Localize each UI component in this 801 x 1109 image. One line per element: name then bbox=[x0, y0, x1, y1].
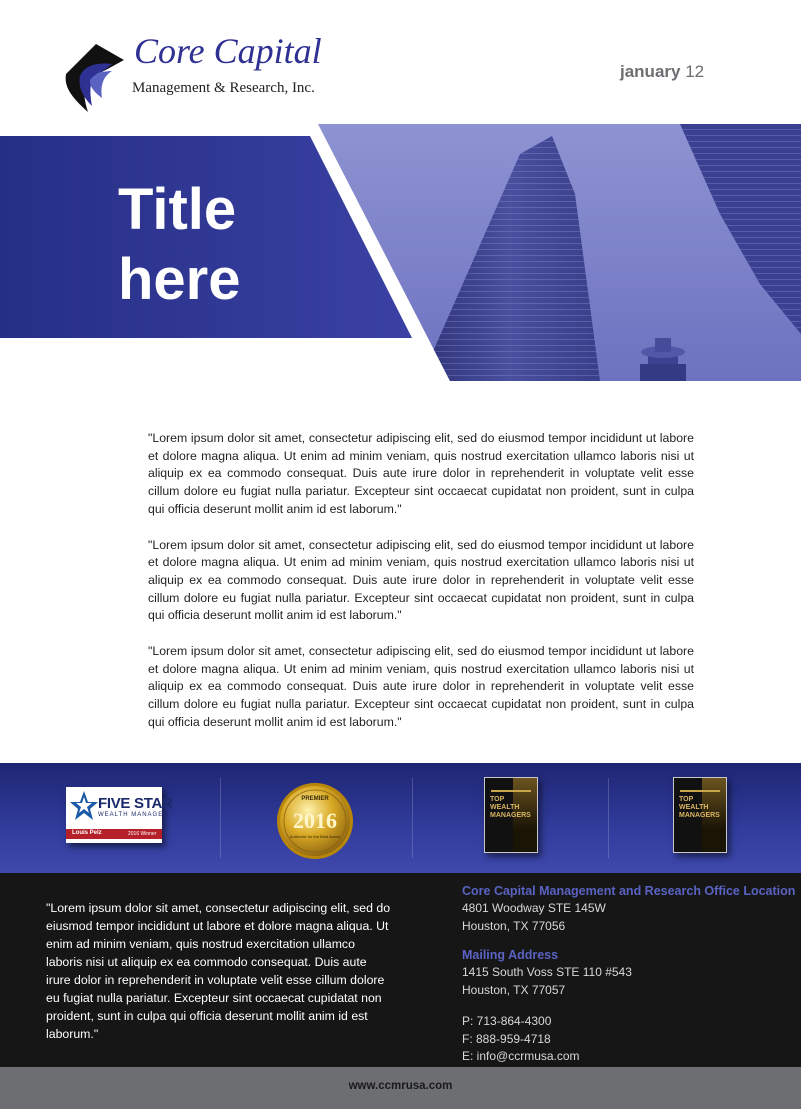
five-star-title: FIVE STAR bbox=[98, 795, 173, 812]
seal-year: 2016 bbox=[293, 808, 337, 833]
article-paragraph: "Lorem ipsum dolor sit amet, consectetur adipiscing elit, sed do eiusmod tempor incididunt ut labore et dolore magna aliqua. Ut enim ad minim veniam, quis nostrud exercitation ullamco laboris nisi ut aliquip ex ea commodo consequat. Duis aute irure dolor in reprehenderit in voluptate velit esse cillum dolore eu fugiat nulla pariatur. Excepteur sint occaecat cupidatat non proident, sunt in culpa qui officia deserunt mollit anim id est laborum." bbox=[148, 537, 694, 623]
article-paragraph: "Lorem ipsum dolor sit amet, consectetur adipiscing elit, sed do eiusmod tempor incididunt ut labore et dolore magna aliqua. Ut enim ad minim veniam, quis nostrud exercitation ullamco laboris nisi ut aliquip ex ea commodo consequat. Duis aute irure dolor in reprehenderit in voluptate velit esse cillum dolore eu fugiat nulla pariatur. Excepteur sint occaecat cupidatat non proident, sunt in culpa qui officia deserunt mollit anim id est laborum." bbox=[148, 431, 694, 516]
article-body bbox=[148, 430, 694, 750]
mailing-address-line: 1415 South Voss STE 110 #543 bbox=[462, 965, 632, 979]
awards-divider bbox=[608, 778, 609, 858]
awards-divider bbox=[412, 778, 413, 858]
mailing-address-line: Houston, TX 77057 bbox=[462, 982, 566, 997]
issue-date bbox=[620, 62, 760, 82]
logo-mark-icon bbox=[62, 36, 132, 114]
five-star-winner: 2016 Winner bbox=[128, 831, 157, 837]
awards-band bbox=[0, 763, 801, 873]
magazine-title: TOP WEALTH MANAGERS bbox=[679, 796, 720, 819]
article-paragraph: "Lorem ipsum dolor sit amet, consectetur adipiscing elit, sed do eiusmod tempor incididunt ut labore et dolore magna aliqua. Ut enim ad minim veniam, quis nostrud exercitation ullamco laboris nisi ut aliquip ex ea commodo consequat. Duis aute irure dolor in reprehenderit in voluptate velit esse cillum dolore eu fugiat nulla pariatur. Excepteur sint occaecat cupidatat non proident, sunt in culpa qui officia deserunt mollit anim id est laborum." bbox=[148, 644, 694, 729]
magazine-stripe bbox=[491, 790, 531, 792]
date-day: 12 bbox=[685, 62, 705, 81]
five-star-award-badge bbox=[66, 787, 173, 843]
footer-quote: "Lorem ipsum dolor sit amet, consectetur adipiscing elit, sed do eiusmod tempor incididunt ut labore et dolore magna aliqua. Ut enim ad minim veniam, quis nostrud exercitation ullamco laboris nisi ut aliquip ex ea commodo consequat. Duis aute irure dolor in reprehenderit in voluptate velit esse cillum dolore eu fugiat nulla pariatur. Excepteur sint occaecat cupidatat non proident, sunt in culpa qui officia deserunt mollit anim id est laborum." bbox=[46, 901, 391, 1041]
footer bbox=[0, 873, 801, 1067]
email-address[interactable]: E: info@ccrmusa.com bbox=[462, 1049, 580, 1063]
five-star-name: Louis Pelz bbox=[72, 830, 102, 836]
hero-title-line2: here bbox=[118, 247, 241, 312]
premier-award-seal bbox=[276, 782, 354, 860]
contact-info bbox=[462, 883, 796, 1066]
date-month: january bbox=[620, 62, 681, 81]
hero-title bbox=[118, 175, 241, 315]
awards-divider bbox=[220, 778, 221, 858]
hero-title-line1: Title bbox=[118, 177, 237, 242]
mailing-heading: Mailing Address bbox=[462, 948, 559, 962]
logo-subtitle: Management & Research, Inc. bbox=[132, 80, 315, 96]
seal-bottom-text: Authentic for the Best Award bbox=[289, 834, 341, 839]
company-logo bbox=[62, 30, 342, 120]
skyscraper-photo bbox=[300, 124, 801, 381]
website-bar bbox=[0, 1067, 801, 1109]
magazine-cover bbox=[484, 777, 538, 853]
five-star-subtitle: WEALTH MANAGER bbox=[98, 812, 169, 818]
magazine-title: TOP WEALTH MANAGERS bbox=[490, 796, 531, 819]
office-heading: Core Capital Management and Research Office Location bbox=[462, 884, 796, 898]
magazine-cover bbox=[673, 777, 727, 853]
seal-top-text: PREMIER bbox=[301, 796, 329, 802]
office-address-line: 4801 Woodway STE 145W bbox=[462, 901, 606, 915]
logo-title: Core Capital bbox=[134, 31, 322, 71]
star-icon bbox=[69, 789, 99, 827]
magazine-stripe bbox=[680, 790, 720, 792]
office-address-line: Houston, TX 77056 bbox=[462, 918, 566, 933]
fax-number: F: 888-959-4718 bbox=[462, 1031, 551, 1046]
website-link[interactable]: www.ccmrusa.com bbox=[348, 1080, 453, 1092]
phone-number: P: 713-864-4300 bbox=[462, 1014, 552, 1028]
